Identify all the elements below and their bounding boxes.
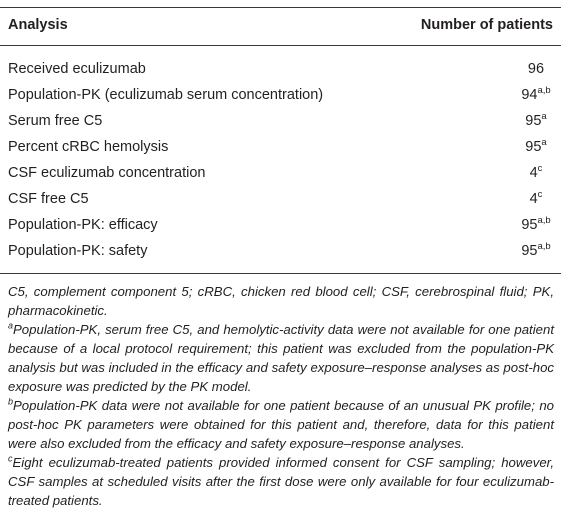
table-row [0,108,561,134]
footnote-a: $^a$Population-PK, serum free C5, and hemolytic-activity data were not available for one patient because of a local protocol requirement; this patient was excluded from the population-PK analysis but was included in the efficacy and safety exposure–response analyses as post-hoc exposure was predicted by the PK model. [8,320,554,394]
table-row [0,238,561,264]
footnote-b: $^b$Population-PK data were not available for one patient because of an unusual PK profile; no post-hoc PK parameters were obtained for this patient and, therefore, data for this patient were also excluded from the efficacy and safety exposure–response analyses. [8,396,554,451]
row-value: 4$^c$ [529,189,543,207]
data-table [0,56,561,264]
footnote-abbreviations: C5, complement component 5; cRBC, chicken red blood cell; CSF, cerebrospinal fluid; PK, pharmacokinetic. [8,284,554,318]
row-value: 95$^a$ [525,111,547,129]
footnote-c: $^c$Eight eculizumab-treated patients provided informed consent for CSF sampling; however, CSF samples at scheduled visits after the first dose were only available for four eculizumab-treated patients. [8,453,554,508]
table-footnotes [8,282,554,510]
column-header-analysis: Analysis [8,17,68,33]
top-rule [0,7,561,8]
table-row [0,82,561,108]
table-row [0,160,561,186]
row-label: Population-PK: safety [8,243,148,259]
row-value: 95$^{a,b}$ [521,241,551,259]
column-header-number-of-patients: Number of patients [420,17,553,33]
table-row [0,186,561,212]
row-value: 95$^a$ [525,137,547,155]
row-value: 4$^c$ [529,163,543,181]
row-value: 94$^{a,b}$ [521,85,551,103]
header-rule [0,45,561,46]
row-label: Percent cRBC hemolysis [8,139,169,155]
table-row [0,212,561,238]
row-value: 95$^{a,b}$ [521,215,551,233]
row-label: Population-PK: efficacy [8,217,158,233]
table-row [0,134,561,160]
bottom-rule [0,273,561,274]
table-row [0,56,561,82]
row-label: Population-PK (eculizumab serum concentration) [8,87,324,103]
row-label: CSF eculizumab concentration [8,165,206,181]
row-label: Received eculizumab [8,61,146,77]
row-label: CSF free C5 [8,191,89,207]
row-label: Serum free C5 [8,113,103,129]
row-value: 96 [527,61,545,77]
